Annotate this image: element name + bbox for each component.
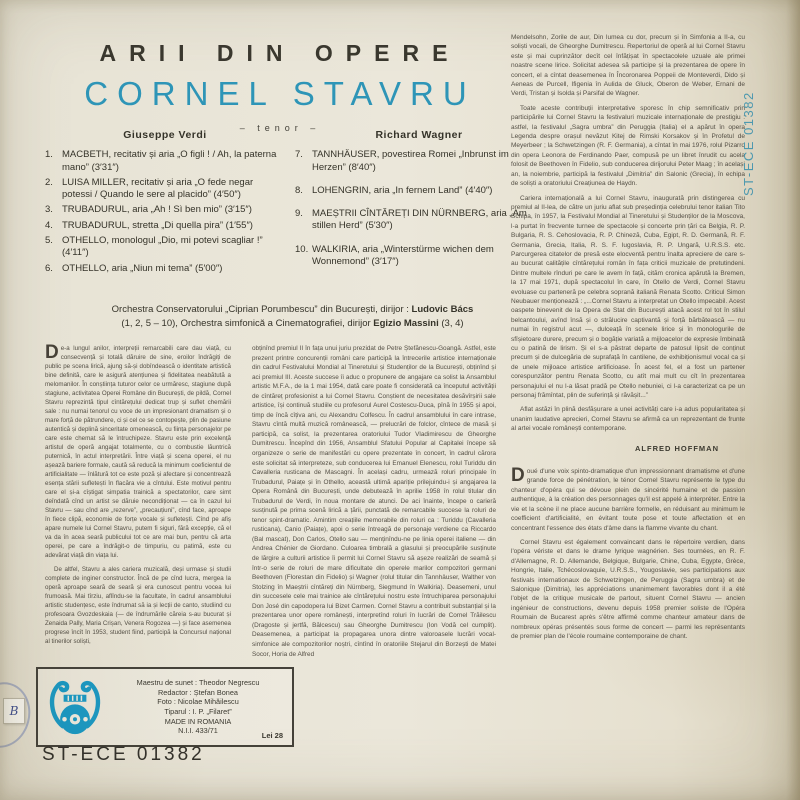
track-title: OTHELLO, aria „Niun mi tema” (5′00″) bbox=[62, 262, 223, 274]
credit-line: Redactor : Ștefan Bonea bbox=[158, 687, 238, 697]
dropcap: D bbox=[45, 344, 59, 363]
track-number: 4. bbox=[45, 219, 53, 231]
paragraph: obținînd premiul II în fața unui juriu prezidat de Petre Ștefănescu-Goangă. Astfel, este prezent printre concurenții români care participă la întrecerile artistice internaționale din cadrul Festivalului Mondial al Tineretului și Studenților de la București, obținînd și aci premiul III. Aceste succese îi aduc o propunere de angajare ca solist la Ansamblul artistic M.F.A., de la 1 mai 1954, dată care poate fi considerată ca începutul activității de cîntăreț profesionist a lui Cornel Stavru. Conștient de necesitatea desăvîrșirii sale artistice, își continuă studiile cu profesorul Aurel Costescu-Duca, pînă în 1955 și apoi, timp de încă cîțiva ani, cu Alexandru Colfescu. În cadrul ansamblului în care intrase, Stavru cîntă multă muzică românească, — prelucrări de folclor, cîntece de masă și participă, ca solist, la prezentarea oratoriului Tudor Vladimirescu de Gheorghe Dumitrescu. Începînd din 1956, Ansamblul Sfatului Popular al Capitalei începe să organizeze o serie de manifestări cu opere prezentate în concert, în cadrul cărora este solicitat să interpreteze, sub conducerea lui Emanuel Elenescu, rolul Turiddu din Cavalleria rusticana de Mascagni. În același cadru, urmează roluri principale în Trubadurul, Paiațe și în Othello, această ultimă apariție prilejuindu-i și angajarea la Opera Română din București, unde debutează în aprilie 1958 în rolul titular din Trubadurul de Verdi, în noua montare de atunci. De aci înainte, începe o carieră susținută pe prima scenă lirică a țării, punctată de remarcabile succese la roluri de tenor spint-dramatic. Amintim creațiile memorabile din roluri ca : Turiddu (Cavalleria rusticana), Canio (Paiațe), apoi o serie întreagă de personaje verdiene ca Riccardo (Bal mascat), Don Carlos, Otello sau — menținîndu-ne pe linia operei italiene — din Andrea Chénier de Giordano. Culoarea timbrală a glasului și preocupările susținute de lărgire a culturii artistice îi permit lui Cornel Stavru să așeze realizări de seamă și într-o serie de roluri de mare dificultate din operele marilor compozitori germani Beethoven (Florestan din Fidelio) și Wagner (rolul titular din Tannhäuser, Walther von Stolzing în Maeștrii cîntăreți din Nürnberg, Siegmund în Walkiria). Deasemeni, unul din succesele cele mai trainice ale cîntărețului nostru este întruchiparea personajului Don José din capodopera lui Bizet Carmen. Cornel Stavru a contribuit substanțial și la prezentarea unor opere românești, interpretînd roluri în lucrări de Cornel Trăilescu (Dragoste și jertfă, Bălcescu) sau Gheorghe Dumitrescu (Ion Vodă cel cumplit). Deasemenea, a participat la propagarea unora dintre valoroasele lucrări vocal-simfonice ale compozitorilor noștri, cîntînd în oratoriile Stejarul din Borzești de Matei Socor, Horia de Alfred bbox=[252, 345, 496, 658]
paragraph: Cariera internațională a lui Cornel Stavru, inaugurată prin distingerea cu premiul al II-lea, de către un juriu aflat sub președinția celebrului tenor italian Tito Schipa, în 1957, la Festivalul Mondial al Tineretului și Studenților de la Moscova, l-a purtat în frecvente turnee de spectacole și concerte prin țări ca Belgia, R. P. Bulgaria, R. S. Cehoslovacia, R. P. Chineză, Cuba, Egipt, R. D. Germană, R. F. Germania, Grecia, Italia, R. S. F. Iugoslavia, R. P. Ungară, U.R.S.S. etc. Parcurgerea citatelor de presă este elocventă pentru înalta apreciere de care s-au bucurat calitățile cîntărețului român în fața criticii muzicale de pretutindeni. Dintre multele rînduri pe care le avem în față, cităm cronica apărută la Bremen, la 17 mai 1971, după spectacolul în care, în Otello de Verdi, Cornel Stavru evoluase cu parteneră pe celebra soprană italiană Renata Scotto. Criticul Simon Neubauer menționează : „...Cornel Stavru a interpretat un Otello impecabil. Acest oaspete binevenit de la Opera de Stat din București atacă acest rol tot în stilul belcantoului, avînd însă și o strălucire captivantă și forță bărbătească — nu numai în registrul acut —, dulceață în scenele lirice și în monologurile de sfîșietoare durere, precum și o bogăție variată a mijloacelor de expresie îmbinată cu o patină de lirism. Și el s-a păstrat departe de patosul lipsit de conținut precum și de dulcegăria de suprafață în cantilene, de exhibiționismul vocal ca și de unele mijloace artistice artificioase. În acest fel, el a fost un partener corespunzător pentru Renata Scotto, cu atît mai mult cu cît în prezentarea personajului el nu l-a lăsat pradă pe Otello nebuniei, ci l-a caracterizat ca pe un personaj frămîntat, plin de suferință și răvășit...” bbox=[511, 194, 745, 400]
catalog-number-vertical: ST-ECE 01382 bbox=[741, 91, 756, 196]
paragraph-french: Cornel Stavru est également convaincant dans le répertoire verdien, dans l'opéra vériste et dans le drame lyrique wagnérien. Ses tournées, en R. F. d'Allemagne, R. D. Allemande, Belgique, Bulgarie, Chine, Cuba, Egypte, Grèce, Hongrie, Italie, Tchécoslovaquie, U.R.S.S., Yougoslavie, ses participations aux festivals internationaux de Schwetzingen, de Peruggia (Sagra umbra) et de Salonique (Dimitria), les appréciations unanimement favorables dont il a été l'objet de la critique musicale de partout, situent Cornel Stavru — ancien ingénieur de constructions, devenu depuis 1958 premier soliste de l'Opéra Roumain de Bucarest après s'être affirmé comme chanteur amateur dans de nombreux opéras présentés sous forme de concert — parmi les représentants de premier plan de l'école roumaine contemporaine de chant. bbox=[511, 538, 745, 640]
paragraph bbox=[45, 344, 231, 560]
track-number: 6. bbox=[45, 262, 53, 274]
track-row bbox=[295, 149, 543, 174]
track-row bbox=[45, 220, 285, 232]
catalog-number: ST-ECE 01382 bbox=[42, 744, 205, 765]
orchestra-credits bbox=[40, 303, 545, 331]
publisher-credits bbox=[112, 678, 292, 736]
track-number: 3. bbox=[45, 204, 53, 216]
track-title: OTHELLO, monologul „Dio, mi potevi scagliar !” (4′11″) bbox=[62, 235, 263, 259]
paragraph: Toate aceste contribuții interpretative sporesc în chip semnificativ prin participările lui Cornel Stavru la festivaluri muzicale internaționale de prestigiu : astfel, la festivalul „Sagra umbra” din Peruggia (Italia) el a apărut în opera Legenda despre orașul nevăzut Kitej de Rimski Korsakov și în Profetul de Meyerbeer ; la Schwetzingen (R. F. Germania), a cîntat în mai 1976, rolul Pizarro din opera Leonora de Ferdinando Paer, compusă pe un libret înrudit cu acela folosit de Beethoven în Fidelio, sub conducerea dirijorului Peter Maag ; în același an, la noiembrie, participă la festivalul „Dimitria” din Salonic (Grecia), în echipa de soliști a oratoriului Creațiunea de Haydn. bbox=[511, 104, 745, 188]
track-title: TRUBADURUL, stretta „Di quella pira” (1′55″) bbox=[62, 219, 253, 231]
track-row bbox=[295, 208, 543, 233]
sleeve-edge-shadow bbox=[786, 0, 800, 800]
electrecord-lyre-logo bbox=[38, 675, 112, 739]
price-label: Lei 28 bbox=[261, 731, 283, 740]
track-row bbox=[45, 177, 285, 202]
artist-name: CORNEL STAVRU bbox=[84, 75, 476, 112]
track-number: 5. bbox=[45, 235, 53, 247]
series-title: ARII DIN OPERE bbox=[99, 40, 461, 66]
orchestra-line-1 bbox=[40, 303, 545, 317]
orchestra-line-1-text: Orchestra Conservatorului „Ciprian Porumbescu” din București, dirijor : bbox=[111, 304, 412, 315]
credit-line: MADE IN ROMANIA bbox=[164, 716, 232, 726]
paragraph: Mendelsohn, Zorile de aur, Din lumea cu dor, precum și în Simfonia a II-a, cu soliști vocali, de Gheorghe Dumitrescu. Repertoriul de operă al lui Cornel Stavru este și mai cuprinzător decît cel înfățișat în spectacolele uzuale ale primei noastre scene lirice. Solicitat adesea să participe și la prezentarea de opere în concert, el a cîntat deasemenea în Încoronarea Poppeii de Monteverdi, Dido și Aeneas de Purcell, Ifigenia în Aulida de Gluck, Oberon de Weber, Ernani de Verdi, Tristan și Isolda și Parsifal de Wagner. bbox=[511, 34, 745, 98]
orchestra-line-2-text: (1, 2, 5 – 10), Orchestra simfonică a Cinematografiei, dirijor bbox=[121, 318, 374, 329]
track-row bbox=[45, 235, 285, 260]
paragraph: De altfel, Stavru a ales cariera muzicală, deși urmase și studii complete de inginer constructor. Încă de pe cînd lucra, mergea la operă aproape seară de seară și era cunoscut pentru vocea lui frumoasă. Mai tîrziu, aflîndu-se la facultate, în cadrul ansamblului artistic studențesc, este îndrumat să ia și lecții de canto, studiind cu profesoara Gvozdeskaia (— de îndrumările căreia s-au bucurat și Zenaida Pally, Maria Crișan, Venera Rogozea —) și face asemenea progrese încît în 1953, student fiind, participă la Concursul național al tinerilor soliști, bbox=[45, 566, 231, 645]
paragraph-text: oué d'une voix spinto-dramatique d'un impressionnant dramatisme et d'une grande force de pénétration, le ténor Cornel Stavru représente le type du chanteur d'opéra qui se dévoue plein de sincérité humaine et de passion authentique, à la création des personnages qu'il est appelé à interpréter. Entre la vie et la scène il ne place aucune barrière formelle, en réduisant au minimum le coefficient d'artificialité, en évitant toute pose et toute affectation et en concentrant l'essence des états d'âme dans la flamme vivante du chant. bbox=[511, 468, 745, 532]
track-number: 2. bbox=[45, 176, 53, 188]
track-title: WALKIRIA, aria „Winterstürme wichen dem Wonnemond” (3′17″) bbox=[312, 243, 494, 268]
track-number: 7. bbox=[295, 149, 303, 161]
track-number: 1. bbox=[45, 149, 53, 161]
paragraph-french bbox=[511, 467, 745, 533]
track-title: LUISA MILLER, recitativ și aria „O fede negar potessi / Quando le sere al placido” (4′50″) bbox=[62, 176, 254, 201]
track-title: TRUBADURUL, aria „Ah ! Sì ben mio” (3′15″) bbox=[62, 204, 252, 216]
tracklist-wagner bbox=[295, 129, 543, 279]
conductor-name-bacs: Ludovic Bács bbox=[411, 304, 474, 315]
track-row bbox=[295, 185, 543, 197]
track-number: 10. bbox=[295, 243, 309, 255]
conductor-name-massini: Egizio Massini bbox=[373, 318, 439, 329]
header bbox=[70, 40, 490, 133]
dropcap: D bbox=[511, 465, 525, 487]
author-signature: ALFRED HOFFMAN bbox=[635, 443, 719, 453]
credit-line: N.I.I. 433/71 bbox=[178, 726, 218, 736]
credit-line: Maestru de sunet : Theodor Negrescu bbox=[136, 678, 260, 688]
paragraph-text: e-a lungul anilor, interpreții remarcabili care dau viață, cu consecvență și totală dăruire de sine, eroilor îndrăgiți de public pe scena lirică, ajung să-și dobîndească o identitate artistică bine definită, care le asigură atențiunea și fidelitatea neabătută a melomanilor. În conștiința tuturor celor ce urmăresc, stagiune după stagiune, activitatea Operei Române din București, de pildă, Cornel Stavru reprezintă tipul cîntărețului dedicat trup și suflet chemării sale : nu numai tenorul cu voce de un impresionant dramatism și o mare forță de pătrundere, ci și cel ce se contopește, plin de pasiune autentică și deplină sinceritate omenească, cu ființa personajelor pe care este chemat să le întruchipeze. Stavru este prin excelență artistul de operă angajat totalmente, cu o combustie lăuntrică puternică, în actul interpretării. Între viață și scena operei, el nu așează bariere formale, caută să reducă la minimum coeficientul de artificialitate — înlătură tot ce este poză și afectare și concentrează esența stării sufletești în flacăra vie a cîntului. Este motivul pentru care el și-a cîștigat simpatia trainică a spectatorilor, care simt deîndată cînd un artist se dăruie necondiționat — ca în cazul lui Stavru — sau cînd are „rezerve”, „precauțiuni”, cînd face, aproape în fiece clipă, economie de forțe vocale și sufletești. Cînd pe afiș apare numele lui Cornel Stavru, putem fi siguri, fără excepție, că el va da în acea seară publicului tot ce are mai bun, pentru că arta operei, pe care a îndrăgit-o de timpuriu, cu patimă, este cu adevărat viață din viața lui. bbox=[45, 345, 231, 559]
tracklist-verdi bbox=[45, 129, 285, 278]
composer-heading: Giuseppe Verdi bbox=[123, 129, 207, 141]
track-row bbox=[45, 149, 285, 174]
track-row bbox=[45, 263, 285, 275]
paragraph: Aflat astăzi în plină desfășurare a unei activități care i-a adus popularitatea și unanim laudative aprecieri, Cornel Stavru se afirmă ca un reprezentant de frunte al artei vocale românești contemporane. bbox=[511, 406, 745, 433]
credit-line: Foto : Nicolae Mihăilescu bbox=[157, 697, 239, 707]
liner-notes-column-3 bbox=[511, 33, 745, 741]
track-title: MAEȘTRII CÎNTĂREȚI DIN NÜRNBERG, aria „Am stillen Herd” (5′30″) bbox=[312, 208, 527, 232]
artist-role: – tenor – bbox=[239, 123, 321, 133]
stamp-b-label: B bbox=[3, 698, 25, 724]
track-title: MACBETH, recitativ și aria „O figli ! / Ah, la paterna mano” (3′31″) bbox=[62, 149, 277, 173]
orchestra-line-2 bbox=[40, 317, 545, 331]
liner-notes-column-1 bbox=[45, 344, 231, 658]
track-title: LOHENGRIN, aria „In fernem Land” (4′40″) bbox=[312, 184, 493, 196]
credit-line: Tiparul : I. P. „Filaret” bbox=[164, 707, 232, 716]
track-title: TANNHÄUSER, povestirea Romei „Inbrunst im Herzen” (8′40″) bbox=[312, 149, 509, 173]
track-number: 8. bbox=[295, 184, 303, 196]
orchestra-line-2-suffix: (3, 4) bbox=[438, 318, 464, 329]
composer-heading: Richard Wagner bbox=[375, 129, 463, 141]
track-row bbox=[295, 244, 543, 269]
track-number: 9. bbox=[295, 208, 303, 220]
track-row bbox=[45, 204, 285, 216]
publisher-box bbox=[36, 667, 294, 747]
